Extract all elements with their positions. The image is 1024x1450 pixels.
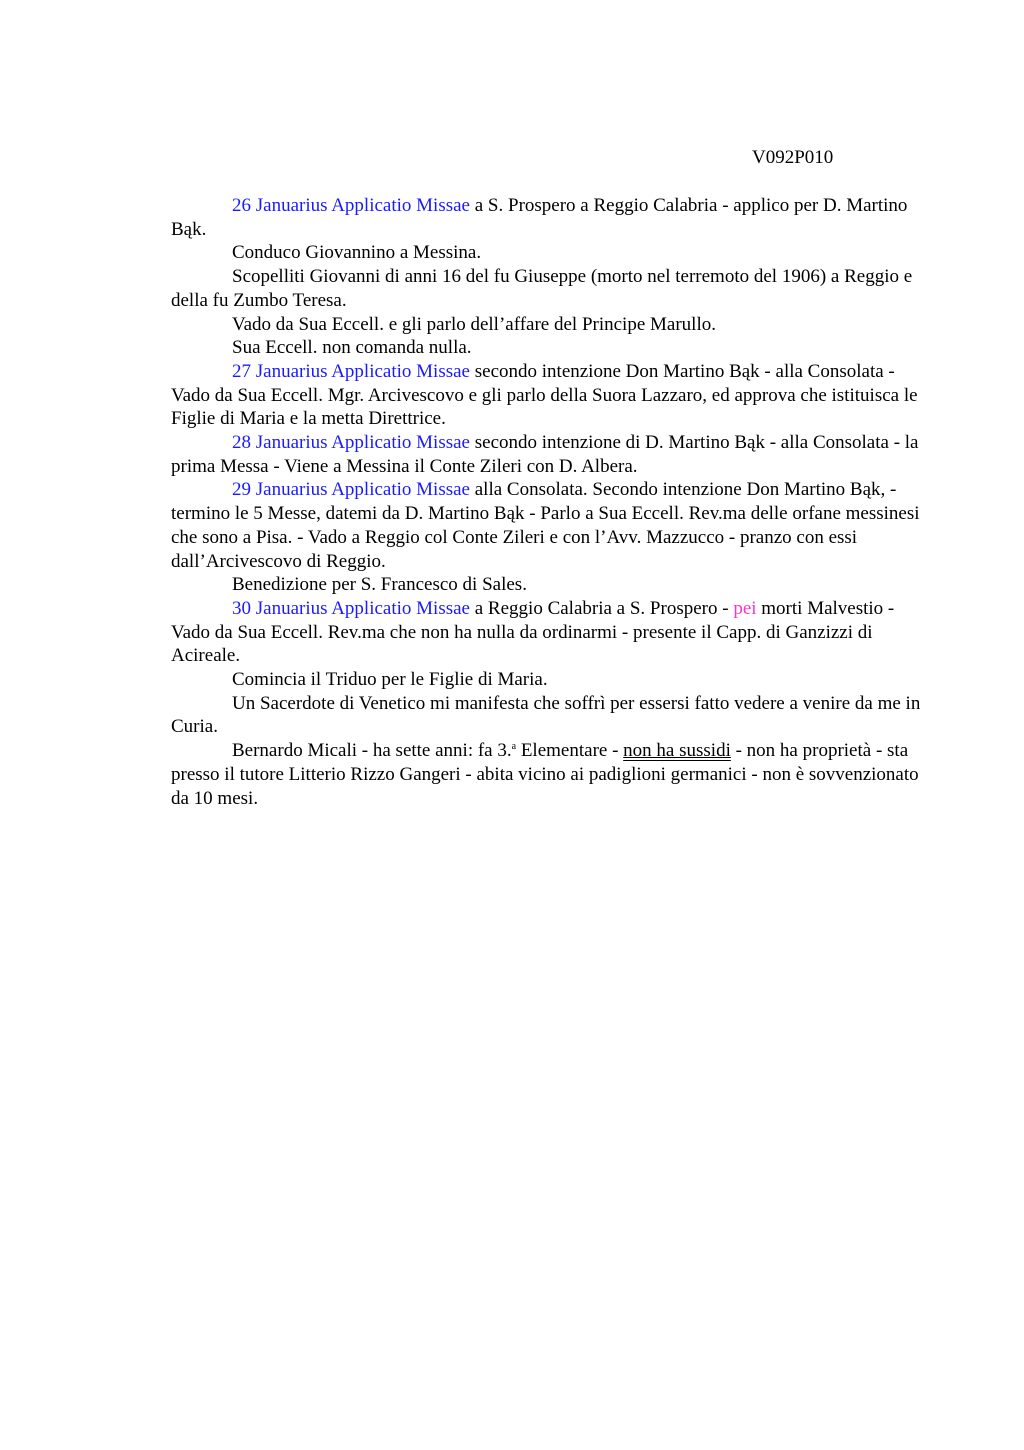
entry-29-january xyxy=(171,478,933,573)
entry-text: secondo intenzione Don Martino Bąk - alla Consolata - Vado da Sua Eccell. Mgr. Arcivescovo e gli parlo della Suora Lazzaro, ed approva che istituisca le Figlie di Maria e la metta Direttrice. xyxy=(171,360,918,430)
entry-28-january xyxy=(171,431,933,478)
entry-text: morti Malvestio - Vado da Sua Eccell. Rev.ma che non ha nulla da ordinarmi - presente il Capp. di Ganzizzi di Acireale. xyxy=(171,597,895,667)
paragraph-text: - non ha proprietà - sta presso il tutore Litterio Rizzo Gangeri - abita vicino ai padiglioni germanici - non è sovvenzionato da 10 mesi. xyxy=(171,740,919,809)
paragraph-bernardo xyxy=(171,739,933,810)
entry-date-label: 28 Januarius Applicatio Missae xyxy=(232,432,470,454)
entry-date-label: 26 Januarius Applicatio Missae xyxy=(232,195,470,216)
entry-26-january xyxy=(171,194,933,241)
underlined-phrase: non ha sussidi xyxy=(623,740,731,762)
paragraph-conduco: Conduco Giovannino a Messina. xyxy=(232,242,482,264)
highlighted-word: pei xyxy=(733,597,757,619)
entry-30-january xyxy=(171,597,933,668)
paragraph-sacerdote: Un Sacerdote di Venetico mi manifesta che soffrì per essersi fatto vedere a venire da me in Curia. xyxy=(171,692,921,738)
entry-date-label: 30 Januarius Applicatio Missae xyxy=(232,597,470,619)
paragraph-vado: Vado da Sua Eccell. e gli parlo dell’affare del Principe Marullo. xyxy=(232,313,716,335)
paragraph-text: Elementare - xyxy=(516,740,624,762)
paragraph-triduo: Comincia il Triduo per le Figlie di Maria. xyxy=(232,669,548,691)
document-body xyxy=(171,194,933,810)
paragraph-scopelliti: Scopelliti Giovanni di anni 16 del fu Giuseppe (morto nel terremoto del 1906) a Reggio e della fu Zumbo Teresa. xyxy=(171,266,913,311)
entry-date-label: 27 Januarius Applicatio Missae xyxy=(232,360,470,382)
entry-text: alla Consolata. Secondo intenzione Don Martino Bąk, - termino le 5 Messe, datemi da D. Martino Bąk - Parlo a Sua Eccell. Rev.ma delle orfane messinesi che sono a Pisa. - Vado a Reggio col Conte Zileri e con l’Avv. Mazzucco - pranzo con essi dall’Arcivescovo di Reggio. xyxy=(171,479,920,572)
paragraph-text: Bernardo Micali - ha sette anni: fa 3. xyxy=(232,740,512,762)
paragraph-sua-eccell: Sua Eccell. non comanda nulla. xyxy=(232,337,472,359)
entry-date-label: 29 Januarius Applicatio Missae xyxy=(232,479,470,501)
paragraph-benedizione: Benedizione per S. Francesco di Sales. xyxy=(232,574,527,596)
page-code: V092P010 xyxy=(752,147,834,168)
entry-27-january xyxy=(171,360,933,431)
superscript: a xyxy=(511,741,517,753)
entry-text: a Reggio Calabria a S. Prospero - xyxy=(470,597,734,619)
entry-text: secondo intenzione di D. Martino Bąk - alla Consolata - la prima Messa - Viene a Messina il Conte Zileri con D. Albera. xyxy=(171,432,919,477)
entry-text: a S. Prospero a Reggio Calabria - applico per D. Martino Bąk. xyxy=(171,195,908,240)
